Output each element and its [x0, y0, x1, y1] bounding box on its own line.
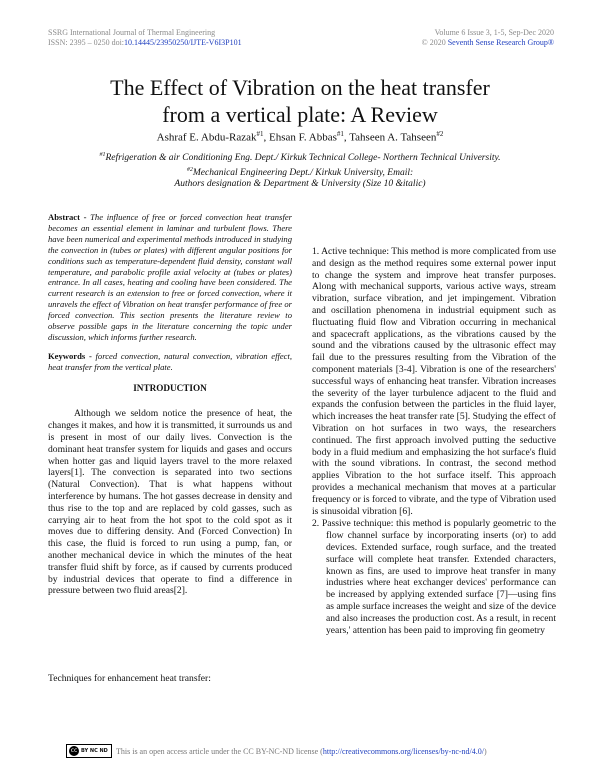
author-name: Ashraf E. Abdu-Razak — [156, 131, 257, 144]
affiliations — [60, 150, 540, 191]
cc-license-badge[interactable] — [66, 744, 112, 758]
author-name: Ehsan F. Abbas — [269, 131, 337, 144]
copyright-year: © 2020 — [421, 38, 446, 47]
license-text: This is an open access article under the CC BY-NC-ND license ( — [116, 747, 323, 756]
copyright-line — [422, 38, 554, 48]
cc-icon: cc — [70, 747, 78, 754]
abstract-text: The influence of free or forced convection heat transfer becomes an essential element in laminar and turbulent flows. There have been numerical and experimental methods introduced in studying the convection in (tubes or plates) with different angular positions for conditions such as temperature-dependent fluid density, constant wall temperature, and parabolic profile axial velocity at (tubes or plates) entrance. In all cases, heating and cooling have been considered. The current research is an extension to free or forced convection, where it unravels the effect of Vibration on heat transfer performance of free or forced convection. This section presents the literature review to observe possible gaps in the literature concerning the topic under discussion, which informs further research. — [48, 212, 292, 342]
keywords-text: forced convection, natural convection, vibration effect, heat transfer from the vertical plate. — [48, 350, 293, 372]
doi-link[interactable]: 10.14445/23950250/IJTE-V6I3P101 — [124, 38, 242, 47]
introduction-heading: INTRODUCTION — [133, 382, 207, 393]
affil-text: Refrigeration & air Conditioning Eng. Dept./ Kirkuk Technical College- Northern Technical University. — [105, 153, 501, 164]
running-header-left — [48, 28, 242, 48]
volume-info: Volume 6 Issue 3, 1-5, Sep-Dec 2020 — [434, 28, 554, 37]
paper-title — [0, 74, 600, 128]
author-list: Ashraf E. Abdu-Razak$^{\#1}$, Ehsan F. Abbas$^{\#1}$, Tahseen A. Tahseen$^{\#2}$ — [156, 130, 444, 144]
keywords-label: Keywords - — [48, 350, 92, 361]
issn-doi-line — [48, 38, 242, 48]
abstract — [48, 212, 292, 343]
affil-mark: #1 — [99, 152, 106, 158]
affiliation-2 — [60, 165, 540, 180]
publisher-link[interactable]: Seventh Sense Research Group® — [447, 38, 554, 47]
cc-badge-label: BY NC ND — [81, 748, 108, 754]
intro-paragraph: Although we seldom notice the presence of heat, the changes it makes, and how it is transmitted, it surrounds us and is present in most of our daily lives. Convection is the dominant heat transfer system for liquids and gases and occurs when hotter gas and liquid layers travel to the more relaxed layers[1]. The convection is separated into two sections (Natural Convection). That is what happens without interference by humans. The hot gasses decrease in density and thus rise to the top and are replaced by cold gasses, such as carrying air to heat from the hot spot to the cold spot as it moves due to differing density. And (Forced Convection) In this case, the fluid is forced to run using a pump, fan, or another mechanical device in which the minutes of the heat transfer fluid shift by force, as if caused by currents produced by industrial devices that operate to find a difference in pressure between two fluid areas[2]. — [48, 408, 292, 597]
passive-technique-item: 2. Passive technique: this method is popularly geometric to the flow channel surface by incorporating inserts (or) to add devices. Extended surface, rough surface, and the treated surface will complete heat transfer. Extended characters, known as fins, are used to improve heat transfer in many industries where heat exchanger devices' performance can be increased by applying extended surface [7]—using fins as ample surface increases the weight and size of the device and also increases the production cost. As a result, in recent years,' attention has been paid to improving fin geometry — [312, 518, 556, 636]
running-header-right — [422, 28, 554, 48]
journal-name: SSRG International Journal of Thermal Engineering — [48, 28, 216, 37]
right-column — [312, 246, 556, 637]
keywords — [48, 351, 292, 373]
left-column — [48, 212, 292, 685]
license-link[interactable]: http://creativecommons.org/licenses/by-nc-nd/4.0/ — [322, 747, 484, 756]
abstract-label: Abstract - — [48, 212, 87, 222]
author-affil-mark: #2 — [436, 130, 444, 138]
affil-text: Mechanical Engineering Dept./ Kirkuk University, Email: — [192, 167, 414, 178]
affiliation-3: Authors designation & Department & University (Size 10 &italic) — [174, 179, 426, 190]
techniques-heading: Techniques for enhancement heat transfer: — [48, 673, 211, 685]
license-text-end: ) — [484, 747, 487, 756]
active-technique-item: 1. Active technique: This method is more complicated from use and design as the method requires some external power input to change the system and improve heat transfer purposes. Along with mechanical supports, various active ways, stream vibration, surface vibration, and jet impingement. Vibration and oscillation phenomena in industrial equipment such as fluctuating fluid flow and Vibration occurring in mechanical and spacecraft applications, as the vibrations caused by the sound and the vibrations caused by the ultrasonic effect may fail due to the pressures resulting from the Vibration of the component materials [3-4]. Vibration is one of the researchers' successful ways of enhancing heat transfer. Vibration increases the severity of the layer turbulence adjacent to the fluid and expands the confusion between the particles in the fluid layer, which increases the heat transfer rate [5]. Studying the effect of Vibration on hot surfaces in two ways, the researchers continued. The first approach involved putting the seductive body in a fluid medium and emphasizing the hot surface's fluid with the sound vibrations. In contrast, the second method applies Vibration to the hot surface itself. This approach provides a mechanical mechanism that moves at a particular frequency or is forced to vibrate, and the type of Vibration used is sinusoidal vibration [6]. — [312, 246, 556, 517]
affil-mark: #2 — [186, 166, 193, 173]
title-line-2: from a vertical plate: A Review — [162, 102, 438, 127]
author-affil-mark: #1 — [336, 130, 344, 138]
affiliation-1 — [60, 150, 540, 165]
license-footer — [116, 747, 487, 756]
issn-text: ISSN: 2395 – 0250 doi: — [48, 38, 125, 47]
title-line-1: The Effect of Vibration on the heat transfer — [110, 75, 490, 100]
author-affil-mark: #1 — [256, 130, 264, 138]
author-name: Tahseen A. Tahseen — [349, 131, 437, 144]
